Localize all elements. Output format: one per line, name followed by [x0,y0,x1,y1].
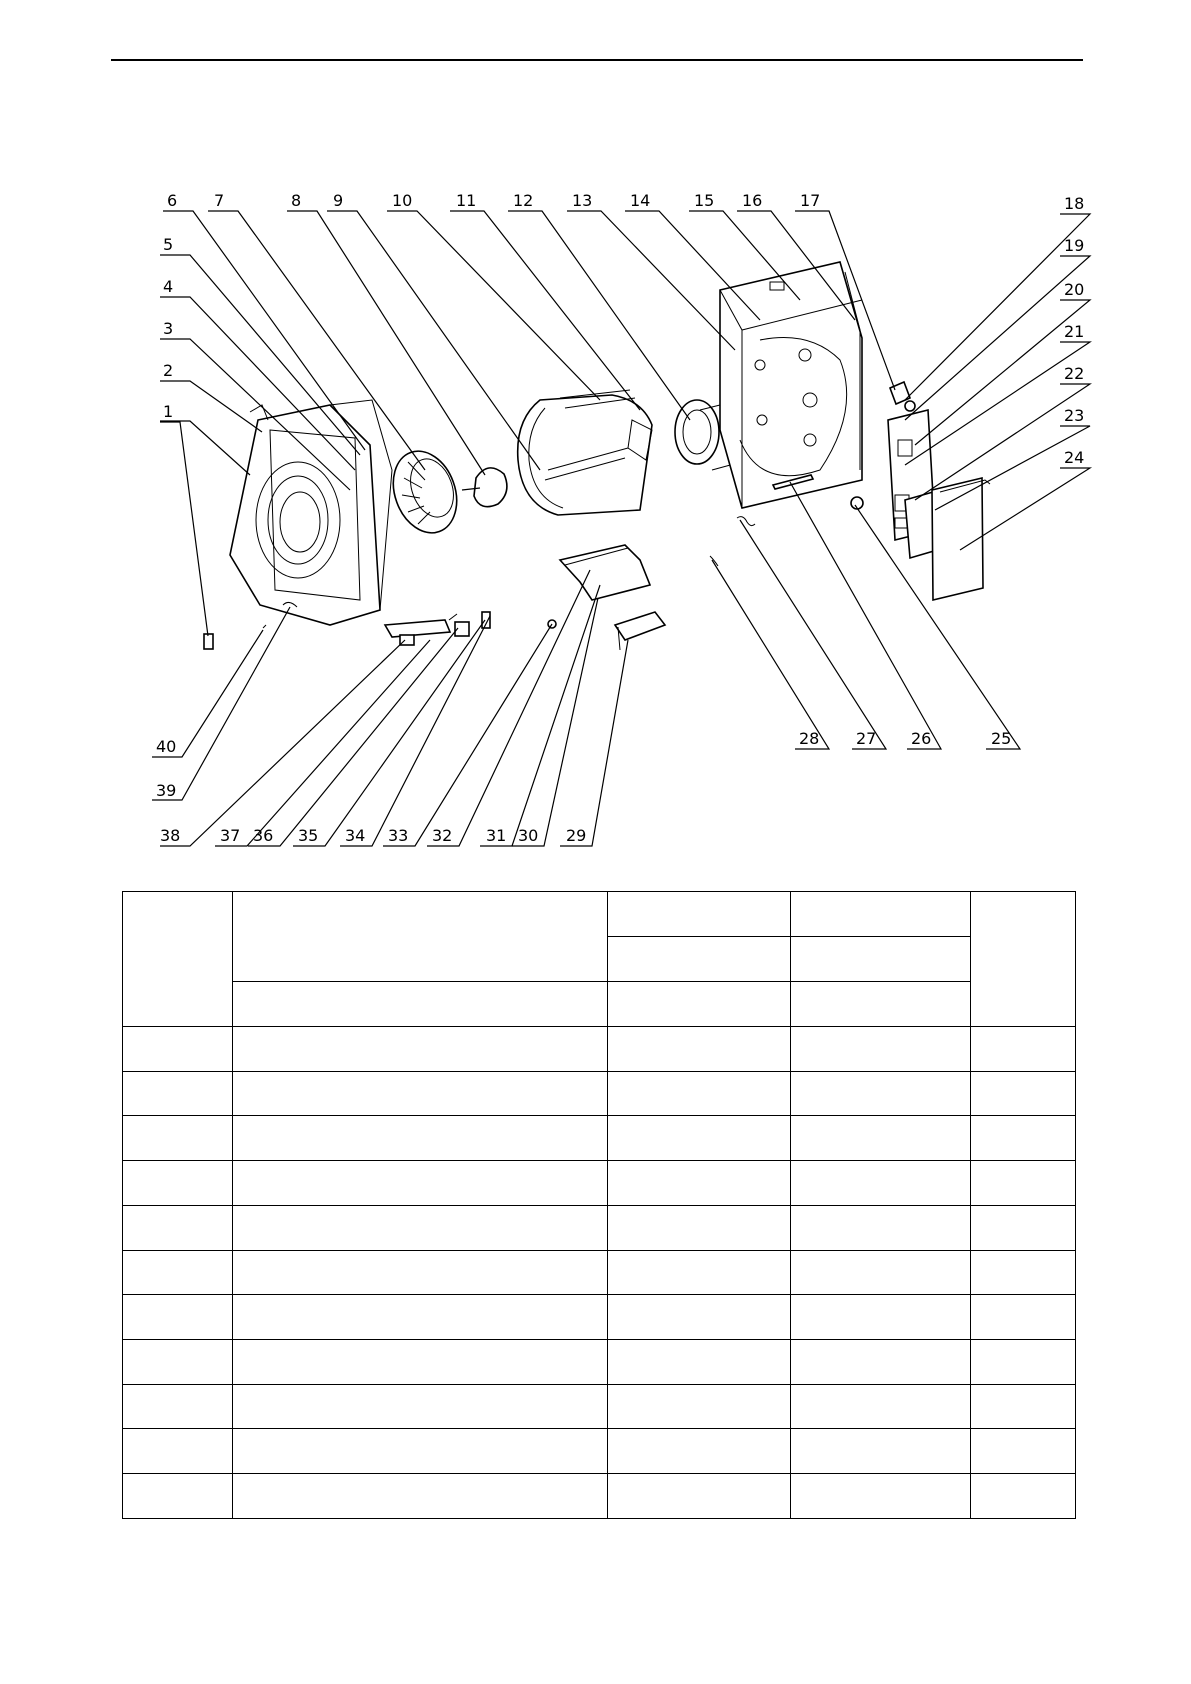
table-row [123,1340,1076,1385]
callout-2: 2 [163,361,174,380]
callout-30: 30 [518,826,539,845]
callout-18: 18 [1064,194,1085,213]
callout-22: 22 [1064,364,1085,383]
callout-3: 3 [163,319,174,338]
callout-29: 29 [566,826,587,845]
callout-25: 25 [991,729,1012,748]
sensor-part [737,517,755,526]
table-row [123,1205,1076,1250]
callout-26: 26 [911,729,932,748]
table-row [123,1161,1076,1206]
header-cell-model-b [791,892,971,937]
header-cell-model-a [608,892,791,937]
table-row [123,1429,1076,1474]
callout-27: 27 [856,729,877,748]
callout-35: 35 [298,826,319,845]
drain-bracket-part [560,545,665,650]
header-cell-desc [233,982,608,1027]
header-cell-no [123,892,233,1027]
callout-34: 34 [345,826,366,845]
callout-17: 17 [800,191,821,210]
callout-19: 19 [1064,236,1085,255]
front-cover-part [932,478,983,600]
parts-list-table [122,891,1076,1519]
table-header-row [123,982,1076,1027]
clip-part [204,634,213,649]
callout-28: 28 [799,729,820,748]
callout-23: 23 [1064,406,1085,425]
callout-15: 15 [694,191,715,210]
header-cell-code-a [608,937,791,982]
callout-4: 4 [163,277,174,296]
table-row [123,1027,1076,1072]
callout-24: 24 [1064,448,1085,467]
callout-9: 9 [333,191,344,210]
header-cell-code-b [791,937,971,982]
callout-10: 10 [392,191,413,210]
callout-7: 7 [214,191,225,210]
callout-5: 5 [163,235,174,254]
callout-14: 14 [630,191,651,210]
table-row [123,1474,1076,1519]
callout-13: 13 [572,191,593,210]
table-row [123,1250,1076,1295]
cabinet-box-part [720,262,862,508]
header-cell-qty [971,892,1076,1027]
callout-38: 38 [160,826,181,845]
front-housing-part [230,400,392,625]
callout-1: 1 [163,402,174,421]
callout-39: 39 [156,781,177,800]
callout-16: 16 [742,191,763,210]
callout-36: 36 [253,826,274,845]
callout-11: 11 [456,191,477,210]
header-cell-part-b [791,982,971,1027]
header-cell-part-a [608,982,791,1027]
table-row [123,1295,1076,1340]
callout-31: 31 [486,826,507,845]
callout-21: 21 [1064,322,1085,341]
callout-33: 33 [388,826,409,845]
callout-40: 40 [156,737,177,756]
table-row [123,1384,1076,1429]
table-row [123,1116,1076,1161]
table-header-row [123,892,1076,937]
callout-37: 37 [220,826,241,845]
callout-12: 12 [513,191,534,210]
callout-20: 20 [1064,280,1085,299]
callout-6: 6 [167,191,178,210]
coil-part [518,390,652,515]
callout-8: 8 [291,191,302,210]
fan-wheel-part [382,442,467,541]
pipe-assembly-part [385,612,490,645]
table-row [123,1071,1076,1116]
callout-32: 32 [432,826,453,845]
header-cell-name [233,892,608,982]
